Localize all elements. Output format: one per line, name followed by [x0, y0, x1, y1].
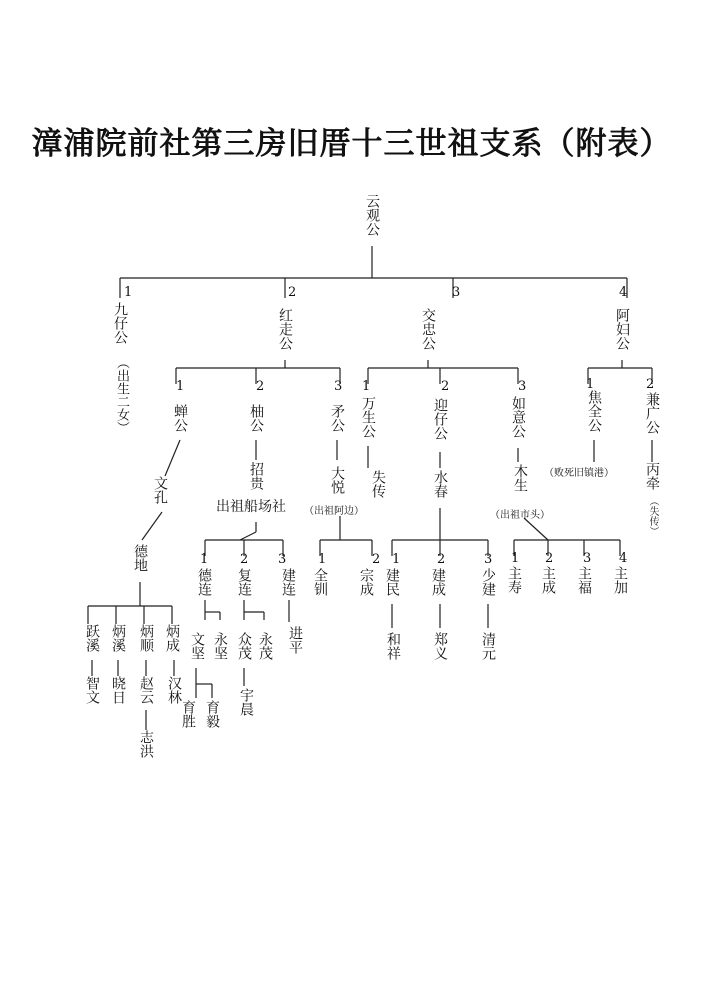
branch-number-1: 1: [124, 285, 133, 300]
bingxi-son-xiaori: 晓日: [110, 676, 126, 704]
jianmin-son-hexiang: 和祥: [385, 632, 401, 660]
zhongmao-son-yuchen: 宇晨: [238, 688, 254, 716]
gen1-hongzou: 红走公: [277, 308, 293, 350]
jiaozhong-child-wansheng: 万生公: [360, 396, 376, 438]
hongzou-child-3-number: 3: [334, 379, 343, 394]
jiaozhong-child-1-number: 1: [362, 379, 371, 394]
dayue-note: （出祖阿边）: [304, 506, 364, 517]
hongzou-child-mao: 矛公: [329, 404, 345, 432]
zhaogui-child-3-number: 3: [278, 552, 287, 567]
wenjian-child-yusheng: 育胜: [180, 700, 196, 728]
musheng-child-4-number: 4: [619, 551, 628, 566]
dayue-child-2-number: 2: [372, 552, 381, 567]
musheng-child-1-number: 1: [511, 551, 520, 566]
gen1-jiaozhong: 交忠公: [420, 308, 436, 350]
chan-son-wenkong: 文孔: [152, 476, 168, 504]
musheng-child-2-number: 2: [545, 551, 554, 566]
zhaogui-child-fulian: 复连: [236, 568, 252, 596]
jianguang-son-bingqian: 丙牵: [644, 462, 660, 490]
dedi-child-bingxi: 炳溪: [110, 624, 126, 652]
you-son-zhaogui: 招贵: [248, 462, 264, 490]
branch-number-3: 3: [452, 285, 461, 300]
shuichun-child-3-number: 3: [484, 552, 493, 567]
zhaogui-child-1-number: 1: [200, 552, 209, 567]
bingqian-note: （失传）: [647, 496, 658, 536]
chan-grandson-dedi: 德地: [132, 544, 148, 572]
afu-child-jiaoquan: 焦全公: [586, 390, 602, 432]
page-title: 漳浦院前社第三房旧厝十三世祖支系（附表）: [31, 126, 672, 162]
musheng-child-zhujia: 主加: [612, 566, 628, 594]
gen1-jiuzai: 九仔公: [112, 302, 128, 344]
wansheng-son-lost: 失传: [370, 470, 386, 498]
fulian-child-yongmao: 永茂: [257, 632, 273, 660]
yingzai-son-shuichun: 水春: [432, 470, 448, 498]
jiancheng-son-zhengyi: 郑义: [432, 632, 448, 660]
fulian-child-zhongmao: 众茂: [236, 632, 252, 660]
wenjian-child-yuyi: 育毅: [204, 700, 220, 728]
shuichun-child-2-number: 2: [437, 552, 446, 567]
musheng-child-zhufu: 主福: [576, 566, 592, 594]
musheng-child-3-number: 3: [583, 551, 592, 566]
hongzou-child-chan: 蝉公: [172, 404, 188, 432]
bingshun-son-zhaoyun: 赵云: [138, 676, 154, 704]
zhaogui-child-2-number: 2: [240, 552, 249, 567]
root-ancestor: 云观公: [364, 194, 380, 236]
hongzou-child-you: 柚公: [248, 404, 264, 432]
shuichun-child-jianmin: 建民: [384, 568, 400, 596]
zhaogui-child-delian: 德连: [196, 568, 212, 596]
yuexi-son-zhiwen: 智文: [84, 676, 100, 704]
jiaozhong-child-2-number: 2: [441, 379, 450, 394]
afu-child-2-number: 2: [646, 377, 655, 392]
hongzou-child-1-number: 1: [176, 379, 185, 394]
gen1-jiuzai-note: （出生二女）: [114, 356, 129, 434]
dedi-child-bingcheng: 炳成: [164, 624, 180, 652]
ruyi-son-musheng: 木生: [512, 464, 528, 492]
delian-child-wenjian: 文坚: [189, 632, 205, 660]
jiaozhong-child-ruyi: 如意公: [510, 396, 526, 438]
shuichun-child-jiancheng: 建成: [430, 568, 446, 596]
musheng-child-zhushou: 主寿: [506, 566, 522, 594]
afu-child-1-number: 1: [586, 377, 595, 392]
dayue-child-quanchuan: 全钏: [312, 568, 328, 596]
musheng-child-zhucheng: 主成: [540, 566, 556, 594]
dedi-child-bingshun: 炳顺: [138, 624, 154, 652]
zhaogui-note: 出祖船场社: [216, 499, 286, 515]
musheng-note: （出祖市头）: [490, 510, 550, 521]
jiaozhong-child-3-number: 3: [518, 379, 527, 394]
jiaoquan-note: （败死旧镇港）: [544, 468, 614, 479]
jianlian-son-jinping: 进平: [287, 626, 303, 654]
branch-number-4: 4: [619, 285, 628, 300]
shuichun-child-shaojian: 少建: [480, 568, 496, 596]
jiaozhong-child-yingzai: 迎仔公: [432, 398, 448, 440]
hongzou-child-2-number: 2: [256, 379, 265, 394]
dedi-child-yuexi: 跃溪: [84, 624, 100, 652]
afu-child-jianguang: 兼广公: [644, 392, 660, 434]
gen1-afu: 阿妇公: [614, 308, 630, 350]
zhaoyun-son-zhihong: 志洪: [138, 730, 154, 758]
dayue-child-1-number: 1: [318, 552, 327, 567]
zhaogui-child-jianlian: 建连: [280, 568, 296, 596]
bingcheng-son-hanlin: 汉林: [166, 676, 182, 704]
shuichun-child-1-number: 1: [392, 552, 401, 567]
shaojian-son-qingyuan: 清元: [480, 632, 496, 660]
dayue-child-zongcheng: 宗成: [358, 568, 374, 596]
delian-child-yongjian: 永坚: [212, 632, 228, 660]
branch-number-2: 2: [288, 285, 297, 300]
mao-son-dayue: 大悦: [329, 466, 345, 494]
